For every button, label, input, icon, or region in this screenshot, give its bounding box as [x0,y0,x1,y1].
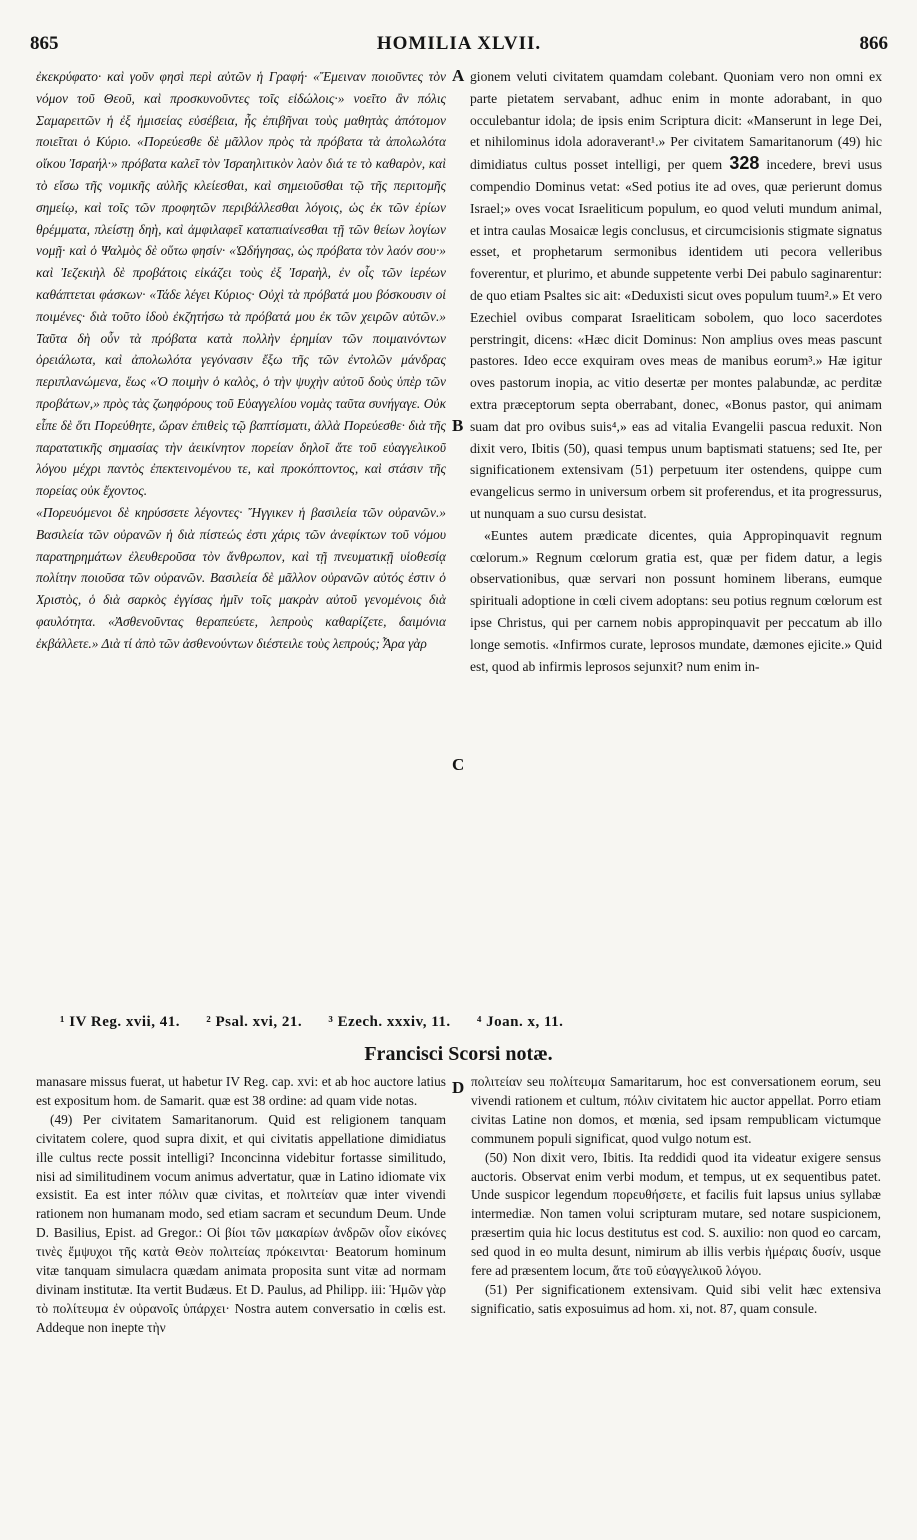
page-header [30,33,888,59]
note-paragraph: (49) Per civitatem Samaritanorum. Quid est religionem tanquam civitatem colere, quod supra dixit, et qui civitatis appellatione dimidiatus ille cultus recte possit intelligi? Inconcinna videbitur fortasse similitudo, nisi ad similitudinem vocum animus advertatur, quæ in Latino idiomate vix exsistit. Ea est inter πόλιν quæ civitas, et πολιτείαν quæ inter vivendi rationem non humanam modo, sed etiam sacram et secundum Deum. Unde D. Basilius, Epist. ad Gregor.: Οἱ βίοι τῶν μακαρίων ἀνδρῶν οἷον εἰκόνες τινὲς ἔμψυχοι τῆς κατὰ Θεὸν πολιτείας πρόκεινται· Beatorum hominum vitæ tanquam simulacra quædam animata proposita sunt vitæ ad normam divinam institutæ. Ita vertit Budæus. Et D. Paulus, ad Philipp. iii: Ἡμῶν γὰρ τὸ πολίτευμα ἐν οὐρανοῖς ὑπάρχει· Nostra autem conversatio in cœlis est. Addeque non inepte τὴν [36,1111,446,1335]
margin-letter-d: D [452,1078,465,1097]
greek-column [36,66,446,655]
reference: ² Psal. xvi, 21. [206,1014,303,1030]
latin-column [470,66,882,677]
scripture-references [60,1014,880,1031]
margin-letter-a: A [452,66,465,85]
notes-left-column [36,1073,446,1338]
reference: ¹ IV Reg. xvii, 41. [60,1014,180,1030]
margin-letter-b: B [452,416,464,435]
reference: ³ Ezech. xxxiv, 11. [328,1014,451,1030]
page-number-right: 866 [859,33,888,54]
margin-letter-c: C [452,755,465,774]
greek-paragraph: ἐκεκρύφατο· καὶ γοῦν φησὶ περὶ αὐτῶν ἡ Γραφή· «Ἔμειναν ποιοῦντες τὸν νόμον τοῦ Θεοῦ, καὶ προσκυνοῦντες τοῖς εἰδώλοις·» νοεῖτο ἂν πόλις Σαμαρειτῶν ἡ ἐξ ἡμισείας εὐσέβεια, ἧς ἐπιβῆναι τοὺς μαθητὰς ἀπότομον ποιεῖται ὁ Κύριο. «Πορεύεσθε δὲ μᾶλλον πρὸς τὰ πρόβατα τὰ ἀπολωλότα οἴκου Ἰσραήλ·» πρόβατα καλεῖ τὸν Ἰσραηλιτικὸν λαὸν διά τε τὸ καθαρὸν, καὶ τὸ εἴσω τῆς νομικῆς αὐλῆς κλείεσθαι, καὶ σημειοῦσθαι τῷ τῆς περιτομῆς σημείῳ, καὶ τοῖς τῶν προφητῶν περιβάλλεσθαι λόγοις, ὡς ἐκ τῶν ἐρίων θρέμματα, πλείστῃ δηὴ, καὶ ἀμφιλαφεῖ καταπιαίνεσθαι τῇ τῶν θείων λογίων νομῇ· καὶ ὁ Ψαλμὸς δὲ οὕτω φησίν· «Ὡδήγησας, ὡς πρόβατα τὸν λαόν σου·» καὶ Ἰεζεκιὴλ δὲ προβάτοις εἰκάζει τοὺς ἐξ Ἰσραὴλ, ἐν οἷς τῶν ἱερέων καθάπτεται φάσκων· «Τάδε λέγει Κύριος· Οὐχὶ τὰ πρόβατά μου βόσκουσιν οἱ ποιμένες· διὰ τοῦτο ἰδοὺ ἐκζητήσω τὰ πρόβατά μου ἐκ τῶν χειρῶν αὐτῶν.» Ταῦτα δὴ οὖν τὰ πρόβατα κατὰ πολλὴν ἐρημίαν τῶν ποιμαινόντων ὀρειάλωτα, καὶ ἀπολωλότα γεγόνασιν ἔξω τῆς τῶν ἐντολῶν μάνδρας περιπλανώμενα, ἕως «Ὁ ποιμὴν ὁ καλὸς, ὁ τὴν ψυχὴν αὐτοῦ δοὺς ὑπὲρ τῶν προβάτων,» πρὸς τὰς ζωηφόρους τοῦ Εὐαγγελίου νομὰς ταῦτα συνήγαγε. Οὐκ εἶπε δὲ ὅτι Πορεύθητε, ὥραν ἐπιθεὶς τῷ βαπτίσματι, ἀλλὰ Πορεύεσθε· διὰ τῆς παρατατικῆς σημασίας τὴν ἀεικίνητον πορείαν δηλοῖ ἅτε τοῦ εὐαγγελικοῦ λόγου μέχρι παντὸς ἐπεκτεινομένου τε, καὶ προκόπτοντος, καὶ στάσιν τῆς πορείας οὐκ ἔχοντος. [36,69,446,499]
note-paragraph: (50) Non dixit vero, Ibitis. Ita reddidi quod ita videatur exigere sensus auctoris. Observat enim verbi modum, et tempus, ut ex sequentibus patet. Unde suspicor legendum πορευθήσετε, et facilis fuit lapsus unius syllabæ intermediæ. Non tamen volui scripturam mutare, sed notare suspicionem, præsertim quia hic locus destitutus est cod. S. auxilio: non quod eo carcam, sed quod in eo multa desunt, nimirum ab illis verbis ἡμέραις δυσίν, usque fere ad præsentem locum, ἅτε τοῦ εὐαγγελικοῦ λόγου. [471,1149,881,1279]
note-paragraph: πολιτείαν seu πολίτευμα Samaritarum, hoc est conversationem eorum, seu vivendi rationem et cultum, πόλιν civitatem hic auctor appellat. Porro etiam civitas Latine non domos, et mœnia, sed ipsam rempublicam victumque communem populi significat, quod vulgo notum est. [471,1074,881,1146]
note-paragraph: (51) Per significationem extensivam. Quid sibi velit hæc extensiva significatio, satis exposuimus ad hom. xi, not. 87, quam consule. [471,1281,881,1316]
latin-text: gionem veluti civitatem quamdam colebant. Quoniam vero non omni ex parte pietatem servabant, adhuc enim in monte adorabant, in quo occulebantur idola; de ipsis enim Scriptura dicit: «Manserunt in lege Dei, et nihilominus idola adoraverant¹.» Per civitatem Samaritanorum (49) hic dimidiatus cultus posset intelligi, per quem [470,69,882,173]
notes-right-column [471,1073,881,1319]
latin-paragraph: «Euntes autem prædicate dicentes, quia Appropinquavit regnum cœlorum.» Regnum cœlorum gratia est, quæ per fidem datur, a legis observationibus, quæ servari non possunt hominem liberans, eumque spirituali adoptione in cœli civem adoptans: seu potius regnum cœlorum est ipse Christus, qui per carnem nobis appropinquavit per peccatum ab illo longe semotis. «Infirmos curate, leprosos mundate, dæmones ejicite.» Quid est, quod ab infirmis leprosos sejunxit? num enim in- [470,527,882,674]
latin-text: incedere, brevi usus compendio Dominus vetat: «Sed potius ite ad oves, quæ perierunt domus Israel;» oves vocat Israeliticum populum, eo quod veluti mundum animal, et intra caulas Mosaicæ legis conclusus, et circumcisionis stigmate signatus esset, et prophetarum sermonibus identidem uti pecora velleribus foverentur, et plurimo, et abunde suppetente verbi Dei pabulo saginarentur: de quo etiam Psaltes sic ait: «Deduxisti sicut oves populum tuum².» Et vero Ezechiel ovibus comparat Israeliticam sobolem, quo loco sacerdotes perstringit, dicens: «Hæc dicit Dominus: Non amplius oves meas pascunt pastores. Ideo ecce exquiram oves meas de manibus eorum³.» Hæ igitur oves pastorum inopia, ac vitio desertæ per montes palabundæ, ac perditæ extra præceptorum septa oberrabant, donec, «Bonus pastor, qui animam suam dat pro ovibus suis⁴,» eas ad vitalia Evangelii pascua reduxit. Non dixit vero, Ibitis (50), quasi tempus unum baptismati statuens; sed Ite, per significationem extensivam (51) perpetuum iter ostendens, quippe cum evangelicus sermo in universum orbem sit proferendus, et ita progressurus, ut nunquam a suo cursu desistat. [470,157,882,521]
column-number: 328 [729,153,760,174]
running-title: HOMILIA XLVII. [376,33,542,54]
notes-title: Francisci Scorsi notæ. [364,1043,553,1065]
latin-paragraph [470,66,882,525]
reference: ⁴ Joan. x, 11. [476,1014,564,1030]
page-number-left: 865 [30,33,59,54]
note-paragraph: manasare missus fuerat, ut habetur IV Reg. cap. xvi: et ab hoc auctore latius est expositum hom. de Samarit. quæ est 38 ordine: ad quam vide notas. [36,1074,446,1108]
greek-paragraph: «Πορευόμενοι δὲ κηρύσσετε λέγοντες· Ἤγγικεν ἡ βασιλεία τῶν οὐρανῶν.» Βασιλεία τῶν οὐρανῶν ἡ διὰ πίστεώς ἐστι χάρις τῶν ἀνεφίκτων τοῦ νόμου παρατηρημάτων ἐλευθεροῦσα τὸν ἄνθρωπον, καὶ τῇ πνευματικῇ υἱοθεσίᾳ πολίτην ποιοῦσα τῶν οὐρανῶν. Βασιλεία δὲ μᾶλλον οὐρανῶν αὐτός ἐστιν ὁ Χριστὸς, ὁ διὰ σαρκὸς ἐγγίσας ἡμῖν τοῖς μακρὰν αὐτοῦ γενομένοις διὰ φαυλότητα. «Ἀσθενοῦντας θεραπεύετε, λεπροὺς καθαρίζετε, δαιμόνια ἐκβάλλετε.» Διὰ τί ἀπὸ τῶν ἀσθενούντων διέστειλε τοὺς λεπρούς; Ἆρα γὰρ [36,504,446,651]
